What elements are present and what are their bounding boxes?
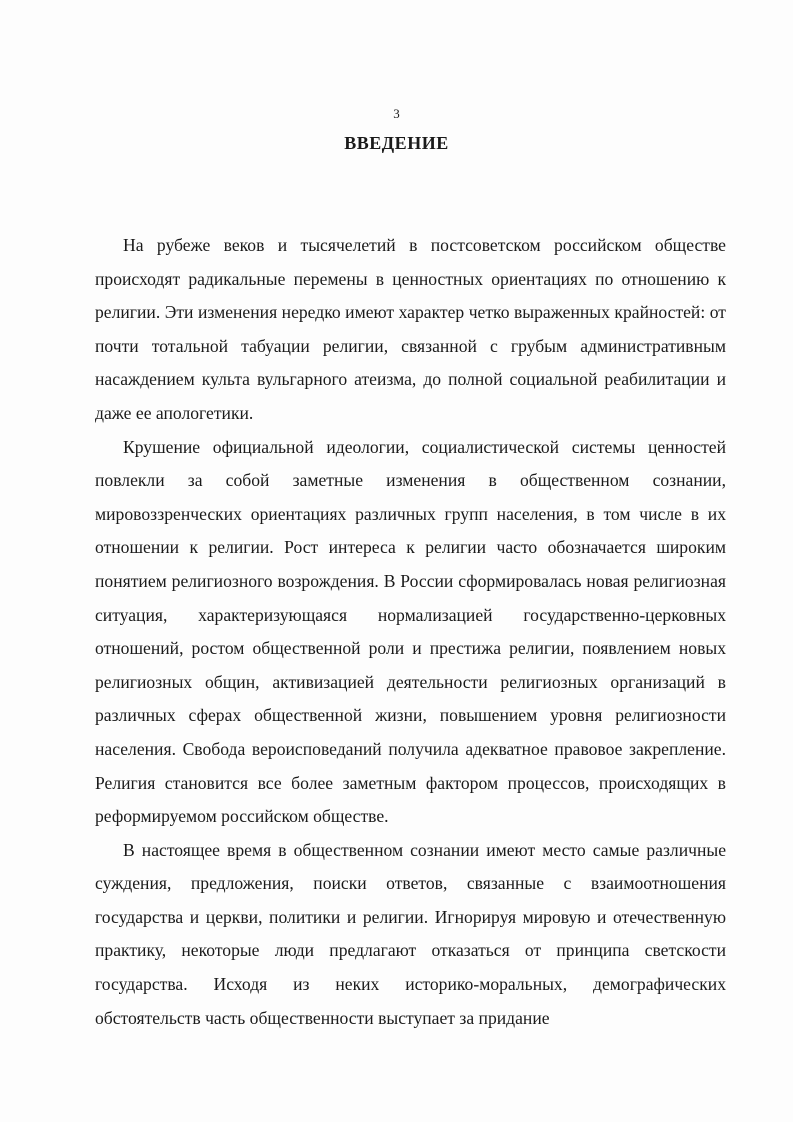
section-title: ВВЕДЕНИЕ (344, 133, 449, 153)
paragraph: Крушение официальной идеологии, социалистической системы ценностей повлекли за собой заметные изменения в общественном сознании, мировоззренческих ориентациях различных групп населения, в том числе в их отношении к религии. Рост интереса к религии часто обозначается широким понятием религиозного возрождения. В России сформировалась новая религиозная ситуация, характеризующаяся нормализацией государственно-церковных отношений, ростом общественной роли и престижа религии, появлением новых религиозных общин, активизацией деятельности религиозных организаций в различных сферах общественной жизни, повышением уровня религиозности населения. Свобода вероисповеданий получила адекватное правовое закрепление. Религия становится все более заметным фактором процессов, происходящих в реформируемом российском обществе. (95, 436, 726, 827)
paragraph: На рубеже веков и тысячелетий в постсоветском российском обществе происходят радикальные перемены в ценностных ориентациях по отношению к религии. Эти изменения нередко имеют характер четко выраженных крайностей: от почти тотальной табуации религии, связанной с грубым административным насаждением культа вульгарного атеизма, до полной социальной реабилитации и даже ее апологетики. (95, 235, 726, 423)
page-number: 3 (393, 106, 400, 121)
paragraph: В настоящее время в общественном сознании имеют место самые различные суждения, предложения, поиски ответов, связанные с взаимоотношения государства и церкви, политики и религии. Игнорируя мировую и отечественную практику, некоторые люди предлагают отказаться от принципа светскости государства. Исходя из неких историко-моральных, демографических обстоятельств часть общественности выступает за придание (95, 839, 726, 1028)
body-text (95, 229, 726, 1035)
